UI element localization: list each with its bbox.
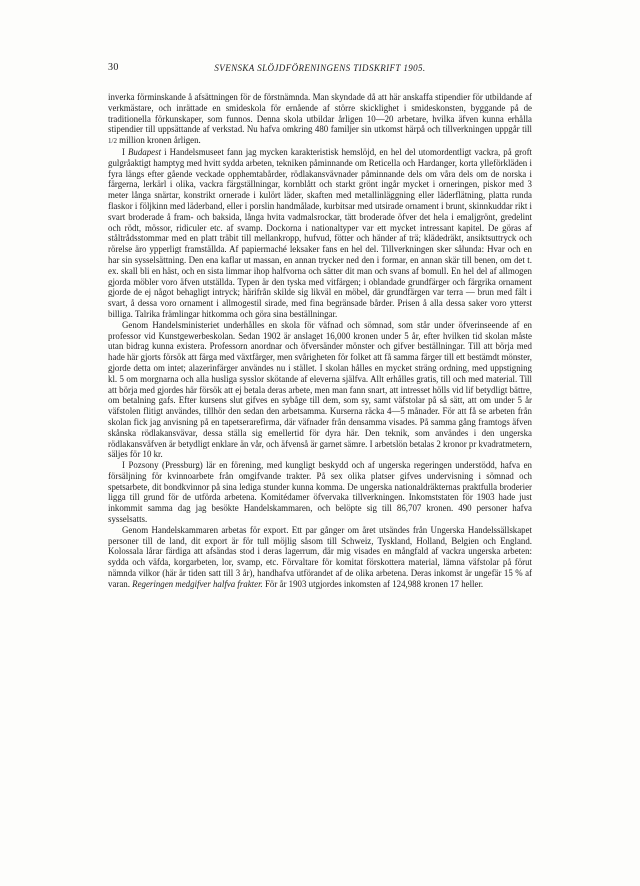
paragraph-text: I Pozsony (Pressburg) lär en förening, med kungligt beskydd och af ungerska regeringen understödd, hafva en försäljning för kvinnoarbete från omgifvande trakter. På sex olika platser gifves undervisning i sömnad och spetsarbete, dit bondkvinnor på sina lediga stunder kunna komma. De ungerska nationaldräkternas praktfulla broderier ligga till grund för de utförda arbetena. Komitédamer öfvervaka tillverkningen. Inkomststaten för 1903 hade just inkommit samma dag jag besökte Handelskammaren, och belöpte sig till 86,707 kronen. 490 personer hafva sysselsatts. [108, 460, 532, 525]
italic-text: Regeringen medgifver halfva frakter. [132, 578, 263, 589]
paragraph-text: För år 1903 utgjordes inkomsten af 124,988 kronen 17 heller. [262, 578, 484, 589]
journal-title: SVENSKA SLÖJDFÖRENINGENS TIDSKRIFT 1905. [214, 63, 426, 73]
paragraph-text: inverka förminskande å afsättningen för de förstnämnda. Man skyndade då att här anskaffa stipendier för utbildande af verkmästare, och inrättade en smideskola för ernående af större skicklighet i smideskonsten, byggande på de traditionella förkunskaper, som funnos. Denna skola utbildar årligen 10—20 arbetare, hvilka äfven kunna erhålla stipendier till uppsättande af verkstad. Nu hafva omkring 480 familjer sin utkomst härpå och tillverkningen uppgår till [108, 92, 532, 135]
fraction-text: 1/2 [108, 137, 117, 146]
italic-text: Budapest [128, 146, 162, 157]
page-number: 30 [108, 62, 119, 73]
running-head [108, 62, 532, 78]
paragraph-5 [108, 525, 532, 590]
paragraph-text: Genom Handelskammaren arbetas för export. Ett par gånger om året utsändes från Ungerska Handelssällskapet personer till de land, dit export är för tull möjlig såsom till Schweiz, Tyskland, Holland, Belgien och England. Kolossala lårar färdiga att afsändas stod i deras lagerrum, där mig visades en mångfald af vackra ungerska arbeten: sydda och väfda, korgarbeten, lor, svamp, etc. Förvaltare för komitat förskottera material, lämna väfstolar på förut nämnda vilkor (här är tiden satt till 3 år), handhafva utförandet af de olika arbetena. Deras inkomst är ungefär 15 % af varan. [108, 524, 532, 589]
paragraph-1 [108, 92, 532, 147]
paragraph-2 [108, 147, 532, 320]
paragraph-3 [108, 320, 532, 460]
paragraph-text: million kronen årligen. [116, 135, 201, 146]
paragraph-text: Genom Handelsministeriet underhålles en skola för väfnad och sömnad, som står under öfverinseende af en professor vid Kunstgewerbeskolan. Sedan 1902 är anslaget 16,000 kronen under 5 år, efter hvilken tid skolan måste utan bidrag kunna existera. Professorn anordnar och öfversänder mönster och gifver beställningar. Till att börja med hade här gjorts försök att färga med växtfärger, men svårigheten för folket att få samma färger till ett bestämdt mönster, gjorde detta om intet; alazerinfärger användes nu i stället. I skolan hålles en mycket sträng ordning, med uppstigning kl. 5 om morgnarna och alla husliga sysslor skötande af eleverna själfva. Allt erhålles gratis, till och med material. Till att börja med gjordes här försök att ej betala deras arbete, men man fann snart, att intresset hölls vid lif betydligt bättre, om betalning gafs. Efter kursens slut gifves en sybåge till dem, som sy, samt väfstolar på så sätt, att om under 5 år väfstolen flitigt användes, tillhör den sedan den arbetsamma. Kurserna räcka 4—5 månader. För att få se arbeten från skolan fick jag anvisning på en tapetserarefirma, där väfnader från densamma visades. På samma gång framtogs äfven skånska rödlakansvävar, dessa ställa sig emellertid för dyra här. Den teknik, som användes i den ungerska rödlakansväfven är betydligt enklare än vår, och äfvenså är garnet sämre. I arbetslön betalas 2 kronor pr kvadratmetern, säljes för 10 kr. [108, 319, 532, 460]
body-text [108, 92, 532, 590]
paragraph-text: I [122, 146, 129, 157]
paragraph-text: i Handelsmuseet fann jag mycken karakteristisk hemslöjd, en hel del utomordentligt vackra, på groft gulgråaktigt hamptyg med hvitt sydda arbeten, tekniken påminnande om Reticella och Hardanger, korta ylleförkläden i fyra längs efter gående veckade opphemtabårder, rödlakansvävnader påminnande dels om våra dels om de norska i färgerna, lerkärl i olika, vackra färgställningar, kornblått och starkt grönt ingår mycket i orneringen, piskor med 3 meter långa snärtar, konstrikt ornerade i kulört läder, skaften med metallinläggning eller läderflätning, platta runda flaskor i följkinn med läderband, eller i porslin handmålade, kurbitsar med utsirade ornament i brunt, skinnkuddar rikt i svart broderade å fram- och baksida, långa hvita vadmalsrockar, tätt broderade öfver det hela i emaljgrönt, gredelint och rödt, mössor, ridiculer etc. af svamp. Dockorna i nationaltyper var ett mycket intressant kapitel. De göras af ståltrådsstommar med en platt träbit till mellankropp, hufvud, fötter och händer af trä; klädedräkt, ansiktsuttryck och rörelse äro ypperligt framställda. Af papiermaché leksaker fans en hel del. Tillverkningen sker sålunda: Hvar och en har sin sysselsättning. Den ena kaflar ut massan, en annan trycker ned den i formar, en annan skär till benen, om det t. ex. skall bli en häst, och en sista limmar ihop halfvorna och sätter dit man och svans af bomull. En hel del af allmogen gjorda möbler voro äfven utställda. Typen är den tyska med vitfärgen; i oblandade grundfärger och färgrika ornament gjorde de ej något behagligt intryck; härifrån skilde sig likväl en möbel, där grundfärgen var terra — brun med fält i svart, å dessa voro ornament i allmogestil sirade, med fina begränsade bårder. Prisen å alla dessa saker voro ytterst billiga. Talrika främlingar hitkomma och göra sina beställningar. [108, 146, 532, 319]
paragraph-4 [108, 460, 532, 525]
